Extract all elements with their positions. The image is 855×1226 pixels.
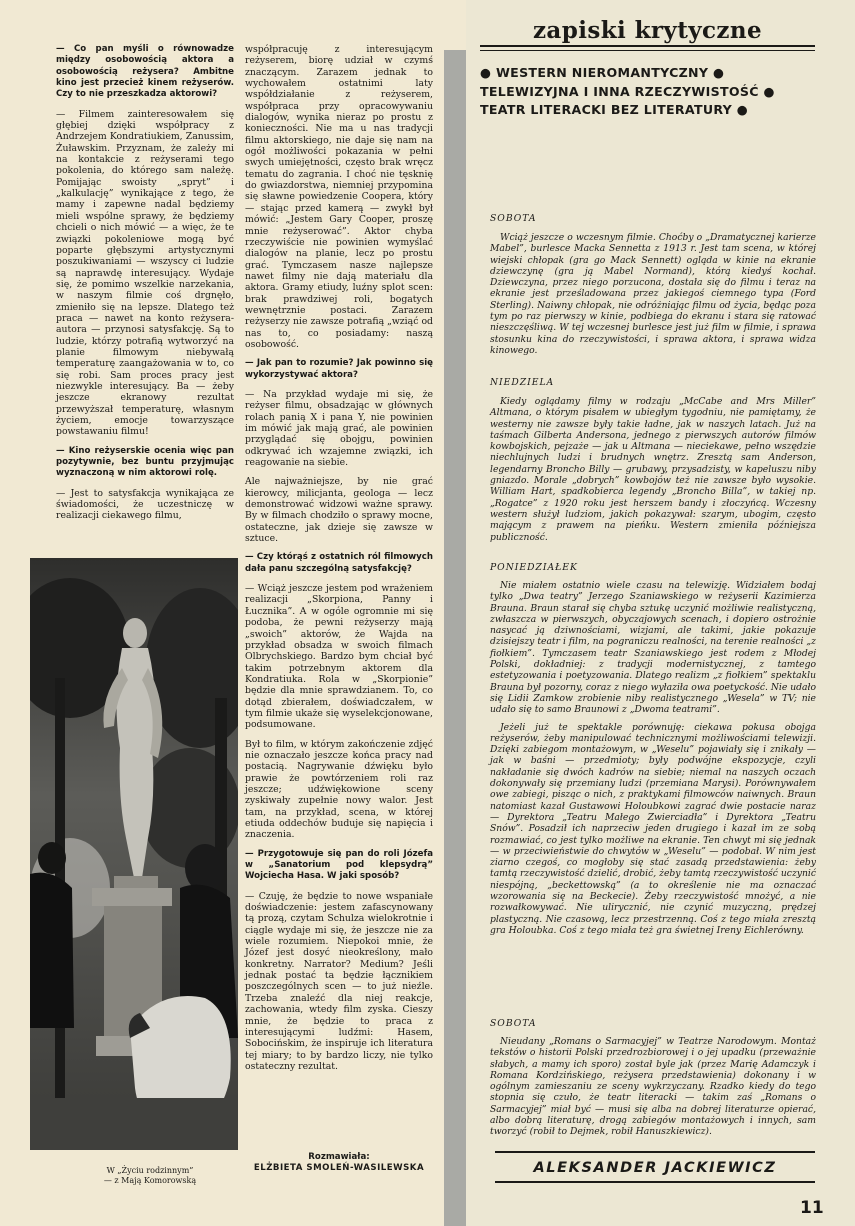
photo-caption xyxy=(60,1166,240,1186)
signature-name: ELŻBIETA SMOLEŃ-WASILEWSKA xyxy=(253,1163,425,1173)
answer-4b: Był to film, w którym zakończenie zdjęć nie oznaczało jeszcze końca pracy nad postacią. Nagrywanie dźwięku było prawie że powtórzeniem roli raz jeszcze; udźwiękowione sceny zyskiwały zupełnie nowy walor. Jest tam, na przykład, scena, w której etiuda oddechów buduje się napięcia i znaczenia. xyxy=(245,738,433,841)
answer-1: — Filmem zainteresowałem się głębiej dzięki współpracy z Andrzejem Kondratiukiem, Zanussim, Żuławskim. Przyznam, że zależy mi na kontakcie z reżyserami tego pokolenia, do którego sam należę. Pomijając swoisty „spryt” i „kalkulację” wynikające z tego, że mamy i zapewne nadal będziemy mieli wspólne sprawy, że będziemy chcieli o nich mówić — a więc, że te związki pokoleniowe mogą być poparte głębszymi artystycznymi poszukiwaniami — wszyscy ci ludzie są naprawdę interesujący. Wydaje się, że pomimo wszelkie narzekania, w naszym filmie coś drgnęło, zmieniło się na lepsze. Dlatego też praca — nawet na konto reżysera-autora — przynosi satysfakcję. Są to ludzie, którzy potrafią wytworzyć na planie filmowym niebywałą temperaturę zaangażowania w to, co się robi. Sam proces pracy jest niezwykle interesujący. Ba — żeby jeszcze ekranowy rezultat przewyższał temperaturę, własnym życiem, emocje towarzyszące powstawaniu filmu! xyxy=(56,108,234,438)
column-paragraph: Nieudany „Romans o Sarmacyjej” w Teatrze Narodowym. Montaż tekstów o historii Polski przedrozbiorowej i o jej upadku (przeważnie słabych, a mamy ich sporo) został byle jak (przez Marię Adamczyk i Romana Kordzińskiego, reżysera przedstawienia) dokonany i w ogólnym zamieszaniu ze sceny wykrzyczany. Rzadko kiedy do tego stopnia się czuło, że teatr literacki — takim zaś „Romans o Sarmacyjej” miał być — musi się alba na dobrej literaturze opierać, albo dobrą literaturę, drogą zabiegów montażowych i innych, sam tworzyć (robił to Dejmek, robił Hanuszkiewicz). xyxy=(490,1036,816,1138)
column-topics: ● WESTERN NIEROMANTYCZNY ● TELEWIZYJNA I INNA RZECZYWISTOŚĆ ● TEATR LITERACKI BEZ LITERATURY ● xyxy=(480,65,775,117)
column-section-1 xyxy=(490,232,816,362)
question-2: — Kino reżyserskie ocenia więc pan pozytywnie, bez buntu przyjmując wyznaczoną w nim aktorowi rolę. xyxy=(56,445,234,479)
statue-garden-image xyxy=(30,558,238,1150)
day-heading: SOBOTA xyxy=(490,213,537,224)
interview-column-2 xyxy=(245,44,433,1080)
column-paragraph: Wciąż jeszcze o wczesnym filmie. Choćby o „Dramatycznej karierze Mabel”, burlesce Macka Sennetta z 1913 r. Jest tam scena, w której wiejski chłopak (gra go Mack Sennett) ogląda w kinie na ekranie dziewczynę (gra ją Mabel Normand), którą kiedyś kochał. Dziewczyna, przez niego porzucona, dostała się do filmu i teraz na ekranie jest prześladowana przez jakiegoś ciemnego typa (Ford Sterling). Naiwny chłopak, nie odróżniając filmu od życia, będąc poza tym po raz pierwszy w kinie, podbiega do ekranu i stara się ratować nieszczęśliwą. W tej wczesnej burlesce jest już film w filmie, i sprawa stosunku kina do rzeczywistości, i sprawa aktora, i sprawa widza kinowego. xyxy=(490,232,816,356)
question-3: — Jak pan to rozumie? Jak powinno się wykorzystywać aktora? xyxy=(245,358,433,380)
day-heading: PONIEDZIAŁEK xyxy=(490,562,578,573)
column-paragraph: Nie miałem ostatnio wiele czasu na telewizję. Widziałem bodaj tylko „Dwa teatry” Jerzego Szaniawskiego w reżyserii Kazimierza Brauna. Braun starał się chyba sztukę uczynić możliwie realistyczną, zwłaszcza w pierwszych, obyczajowych scenach, i dopiero ostrożnie nasycać ją dziwnościami, wizjami, ale takimi, jakie pokazuje dzisiejszy teatr i film, na pograniczu realności, na terenie realności „z fiołkiem”. Tymczasem teatr Szaniawskiego jest rodem z Młodej Polski, dokładniej: z tradycji modernistycznej, z tamtego estetyzowania i poetyzowania. Dlatego realizm „z fiołkiem” spektaklu Brauna był pozorny, coraz z niego wyłaziła owa poetyckość. Nie udało się Lidii Zamkow zrobienie niby realistycznego „Wesela” w TV; nie udało się to samo Braunowi z „Dwoma teatrami”. xyxy=(490,580,816,716)
page-number: 11 xyxy=(800,1198,824,1218)
question-1: — Co pan myśli o równowadze między osobowością aktora a osobowością reżysera? Ambitne kino jest przecież kinem reżyserów. Czy to nie przeszkadza aktorowi? xyxy=(56,44,234,100)
signature-label: Rozmawiała: xyxy=(308,1152,370,1162)
interviewer-signature xyxy=(245,1152,433,1174)
interview-column-1 xyxy=(56,44,234,530)
question-5: — Przygotowuje się pan do roli Józefa w „Sanatorium pod klepsydrą” Wojciecha Hasa. W jaki sposób? xyxy=(245,848,433,882)
day-heading: NIEDZIELA xyxy=(490,377,555,388)
column-section-2 xyxy=(490,396,816,549)
day-heading: SOBOTA xyxy=(490,1018,537,1029)
question-4: — Czy którąś z ostatnich ról filmowych dała panu szczególną satysfakcję? xyxy=(245,552,433,574)
answer-2: — Jest to satysfakcja wynikająca ze świadomości, że uczestniczę w realizacji ciekawego filmu, xyxy=(56,487,234,522)
column-section-4 xyxy=(490,1036,816,1144)
answer-3b: Ale najważniejsze, by nie grać kierowcy, milicjanta, geologa — lecz demonstrować widzowi ważne sprawy. By w filmach chodziło o sprawy mocne, ostateczne, jak dzieje się zawsze w sztuce. xyxy=(245,476,433,545)
column-section-3 xyxy=(490,580,816,942)
film-still-photo xyxy=(30,558,238,1150)
column-paragraph: Jeżeli już te spektakle porównuję: ciekawa pokusa obojga reżyserów, żeby manipulować technicznymi możliwościami telewizji. Dzięki zabiegom montażowym, w „Weselu” pojawiały się i znikały — jak w baśni — przedmioty; były podwójne ekspozycje, czyli nakładanie się dwóch kadrów na siebie; niemal na naszych oczach dokonywały się przemiany ludzi (przemiana Marysi). Porównywałem owe zabiegi, pisząc o nich, z praktykami filmowców naiwnych. Braun natomiast kazał Gustawowi Holoubkowi zagrać dwie postacie naraz — Dyrektora „Teatru Małego Zwierciadła” i Dyrektora „Teatru Snów”. Posadził ich naprzeciw jeden drugiego i kazał im ze sobą rozmawiać, co jest tylko możliwe na ekranie. Ten chwyt mi się jednak — w przeciwieństwie do chwytów w „Weselu” — podobał. W nim jest ziarno czegoś, co mogłoby się stać zasadą przedstawienia: żeby tamtą rzeczywistość dzielić, drobić, żeby tamtą rzeczywistość uczynić niespójną, „beckettowską” (a to określenie nie ma oznaczać wzorowania się na Beckecie). Żeby rzeczywistość mnożyć, a nie rozwałkowywać. Nie ulirycznić, nie czynić muzyczną, prędzej plastyczną. Nie czasową, lecz przestrzenną. Coś z tego miała zresztą gra Holoubka. Coś z tego miała też gra świetnej Ireny Eichlerówny. xyxy=(490,721,816,936)
column-title: zapiski krytyczne xyxy=(480,17,815,47)
column-paragraph: Kiedy oglądamy filmy w rodzaju „McCabe and Mrs Miller” Altmana, o którym pisałem w ubiegłym tygodniu, nie pamiętamy, że westerny nie zawsze były takie ładne, jak w naszych latach. Już na taśmach Gilberta Andersona, jednego z pierwszych autorów filmów kowbojskich, pejzaże — jak u Altmana — nieciekawe, pełno wszędzie niechlujnych ludzi i brudnych wnętrz. Zresztą sam Anderson, legendarny Broncho Billy — grubawy, przysadzisty, w kapeluszu niby gniazdo. Morale „dobrych” kowbojów też nie zawsze było wysokie. William Hart, spadkobierca legendy „Broncho Billa”, w takiej np. „Rogatce” z 1920 roku jest herszem bandy i złoczyńcą. Wczesny western służył ludziom, jakich pokazywał: szarym, ubogim, często mającym z prawem na pieńku. Western zmieniła późniejsza publiczność. xyxy=(490,396,816,543)
caption-line-1: W „Życiu rodzinnym” xyxy=(106,1166,194,1175)
answer-5: — Czuję, że będzie to nowe wspaniałe doświadczenie: jestem zafascynowany tą prozą, czytam Schulza wielokrotnie i ciągle wydaje mi się, że jeszcze nie za wiele rozumiem. Niepokoi mnie, że Józef jest dosyć nieokreślony, mało konkretny. Narrator? Medium? Jeśli jednak postać ta będzie łącznikiem poszczególnych scen — to już nieźle. Trzeba znaleźć dla niej reakcje, zachowania, wtedy film zyska. Cieszy mnie, że będzie to praca z interesującymi ludźmi: Hasem, Sobocińskim, że inspiruje ich literatura tej miary; to by bardzo liczy, nie tylko ostateczny rezultat. xyxy=(245,890,433,1072)
answer-4: — Wciąż jeszcze jestem pod wrażeniem realizacji „Skorpiona, Panny i Łucznika”. A w ogóle ogromnie mi się podoba, że pewni reżyserzy mają „swoich” aktorów, że Wajda na przykład obsadza w swoich filmach Olbrychskiego. Bardzo bym chciał być takim potrzebnym aktorem dla Kondratiuka. Rola w „Skorpionie” będzie dla mnie sprawdzianem. To, co dotąd zbierałem, doświadczałem, w tym filmie ukaże się wyselekcjonowane, podsumowane. xyxy=(245,583,433,731)
caption-line-2: — z Mają Komorowską xyxy=(103,1176,197,1185)
column-gutter xyxy=(444,50,466,1226)
answer-2-continued: współpracuję z interesującym reżyserem, biorę udział w czymś znaczącym. Zarazem jednak to wychowałem ostatnimi laty współdziałanie z reżyserem, współpraca przy opracowywaniu dialogów, wynika nieraz po prostu z konieczności. Nie ma u nas tradycji filmu aktorskiego, nie daje się nam na ogół możliwości pokazania w pełni swych umiejętności, często brak wręcz tematu do zagrania. I choć nie tęsknię do gwiazdorstwa, niemniej przypomina się sławne powiedzenie Coopera, który — stając przed kamerą — zwykł był mówić: „Jestem Gary Cooper, proszę mnie reżyserować”. Aktor chyba rzeczywiście nie powinien wymyślać dialogów na planie, lecz po prostu grać. Tymczasem nasze najlepsze nawet filmy nie dają materiału dla aktora. Gramy etiudy, luźny splot scen: brak prawdziwej roli, bogatych wewnętrznie postaci. Zarazem reżyserzy nie zawsze potrafią „wziąć od nas to, co posiadamy: naszą osobowość. xyxy=(245,44,433,350)
answer-3: — Na przykład wydaje mi się, że reżyser filmu, obsadzając w głównych rolach panią X i pana Y, nie powinien im mówić jak mają grać, ale powinien przyglądać się obojgu, powinien odkrywać ich wzajemne związki, ich reagowanie na siebie. xyxy=(245,388,433,469)
column-author: ALEKSANDER JACKIEWICZ xyxy=(495,1151,815,1183)
